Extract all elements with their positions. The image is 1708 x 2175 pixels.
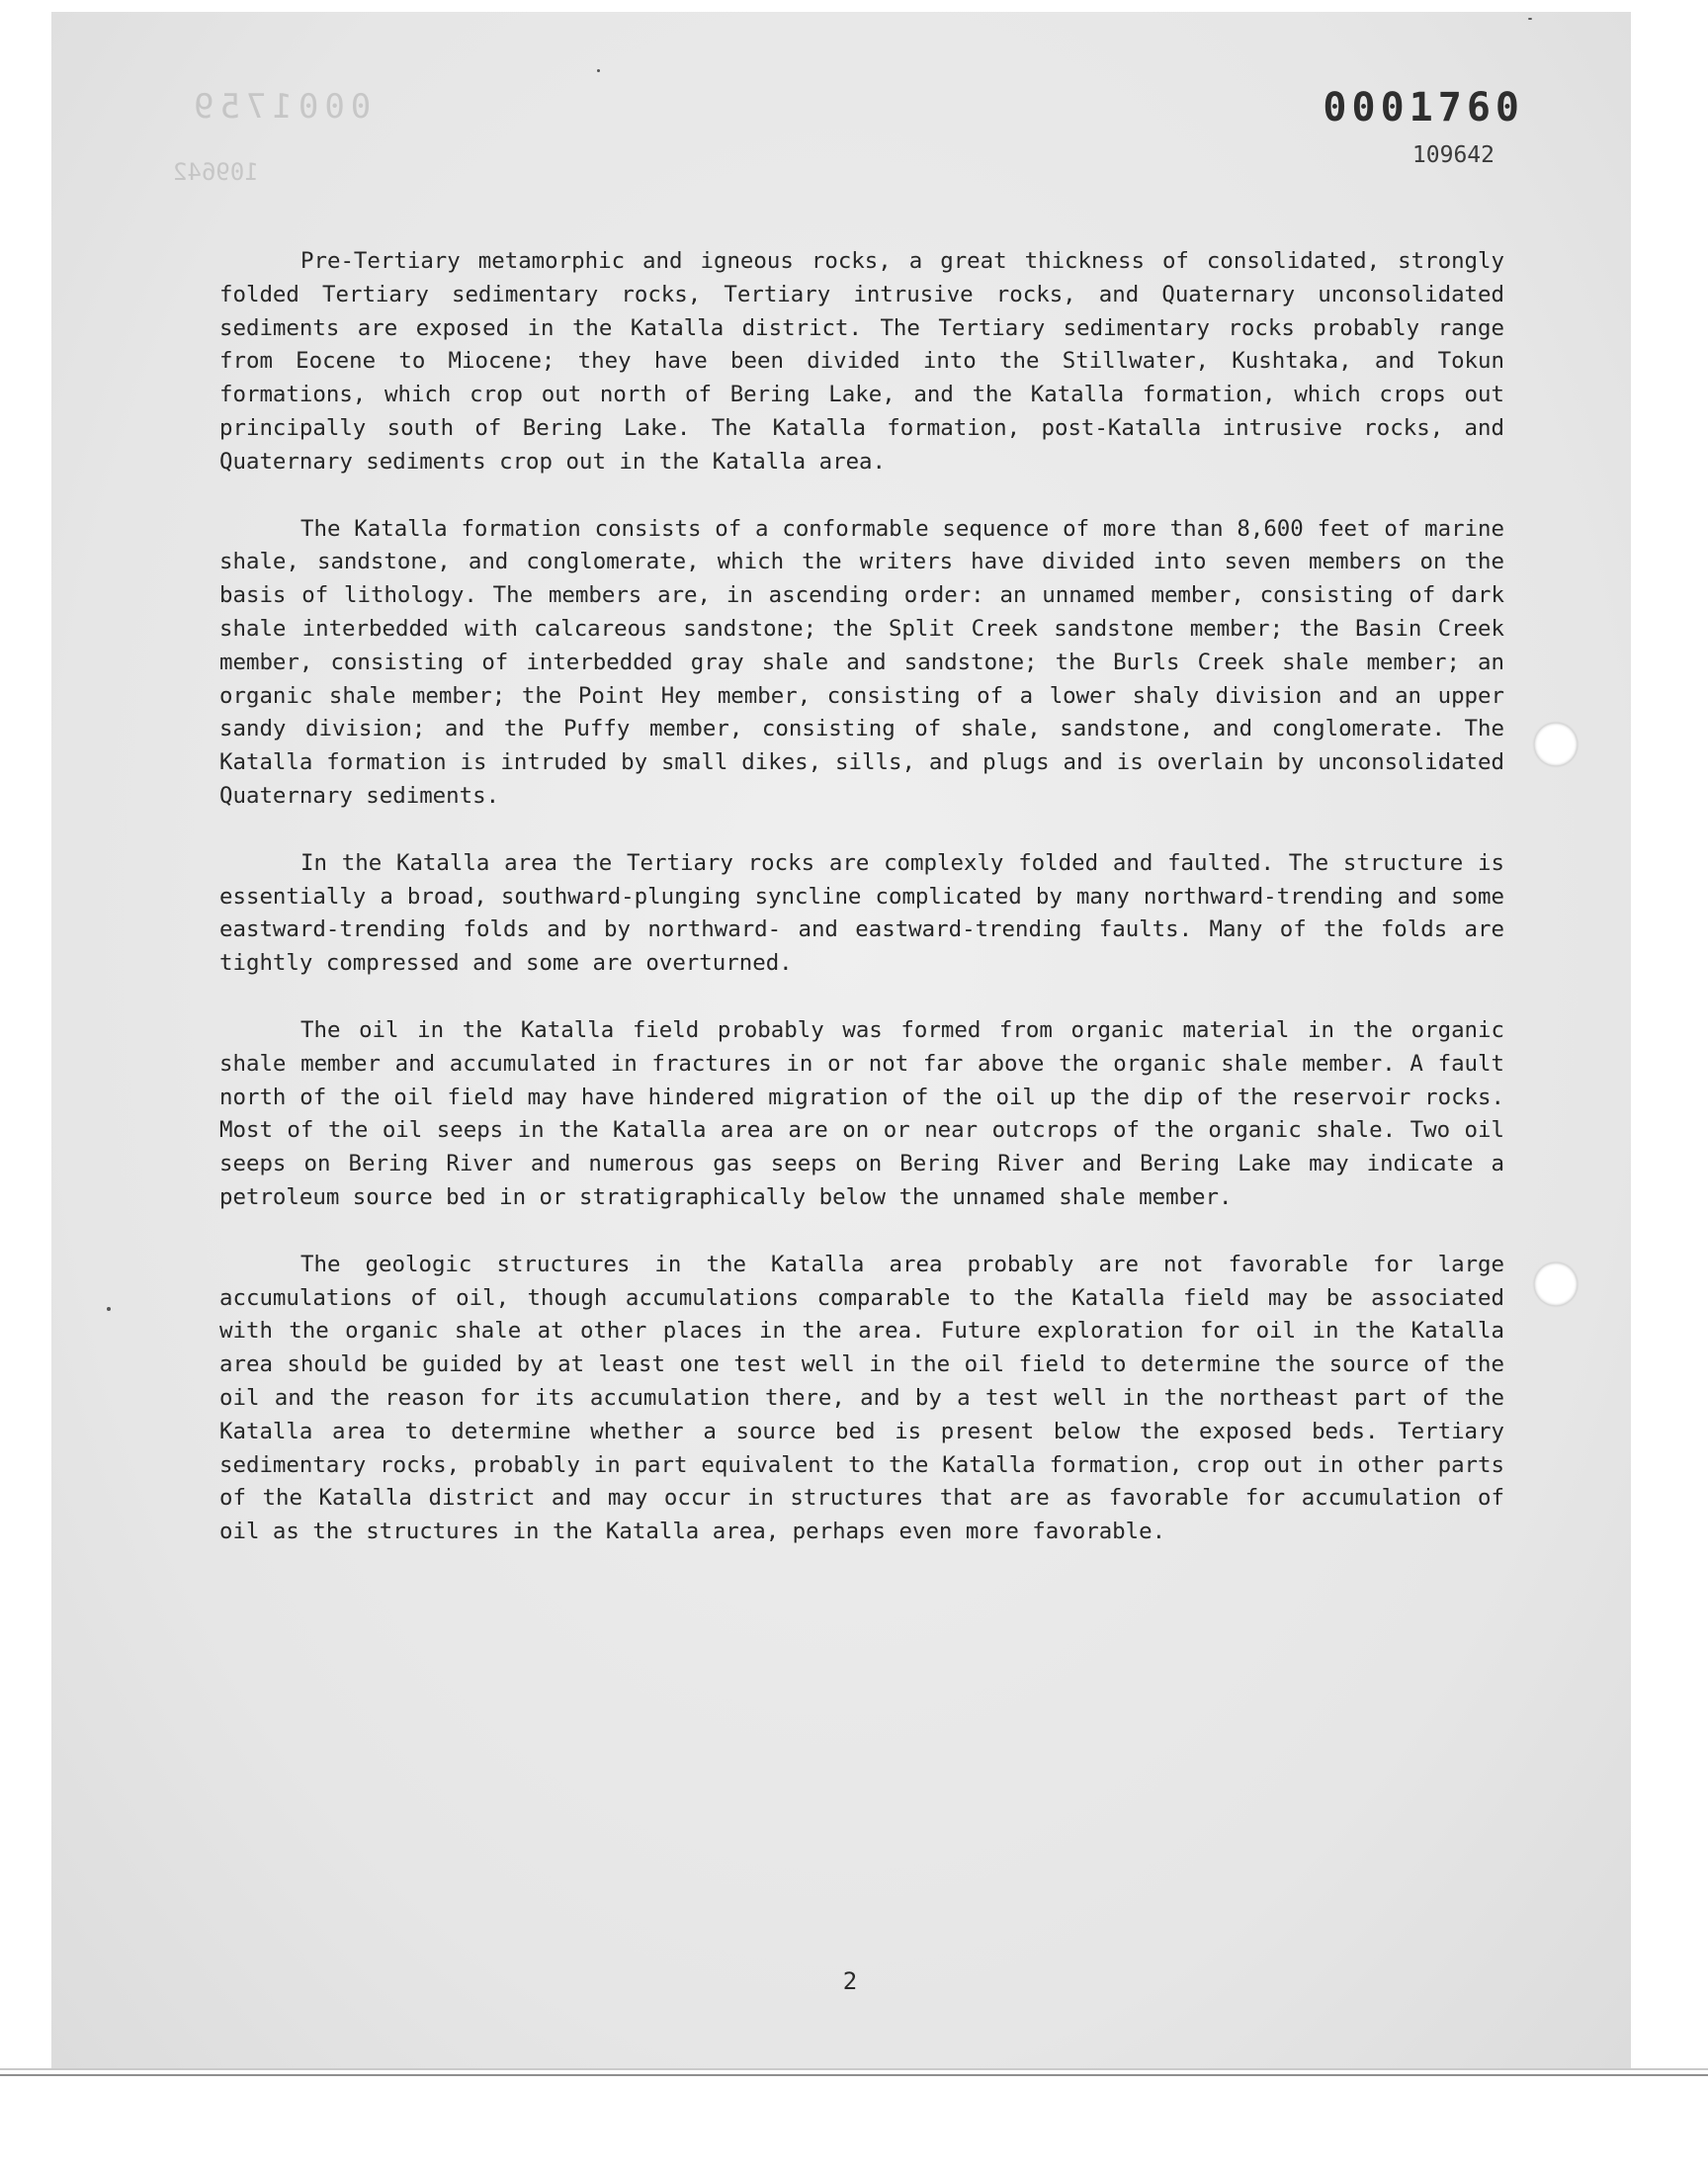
accession-number: 109642 bbox=[1411, 142, 1494, 168]
document-number: 0001760 bbox=[1323, 85, 1524, 130]
paragraph-katalla-formation: The Katalla formation consists of a conformable sequence of more than 8,600 feet of marine shale, sandstone, and conglomerate, which the writers have divided into seven members on the basis of lithology. The members are, in ascending order: an unnamed member, consisting of dark shale interbedded with calcareous sandstone; the Split Creek sandstone member; the Basin Creek member, consisting of interbedded gray shale and sandstone; the Burls Creek shale member; an organic shale member; the Point Hey member, consisting of a lower shaly division and an upper sandy division; and the Puffy member, consisting of shale, sandstone, and conglomerate. The Katalla formation is intruded by small dikes, sills, and plugs and is overlain by unconsolidated Quaternary sediments. bbox=[219, 515, 1504, 809]
punch-hole bbox=[1534, 1262, 1578, 1306]
scan-edge-line bbox=[0, 2068, 1708, 2070]
paragraph-oil-origin: The oil in the Katalla field probably was formed from organic material in the organic shale member and accumulated in fractures in or not far above the organic shale member. A fault north of the oil field may have hindered migration of the oil up the dip of the reservoir rocks. Most of the oil seeps in the Katalla area are on or near outcrops of the organic shale. Two oil seeps on Bering River and numerous gas seeps on Bering River and Bering Lake may indicate a petroleum source bed in or stratigraphically below the unnamed shale member. bbox=[219, 1016, 1504, 1210]
bleed-through-accession: 109642 bbox=[173, 158, 259, 186]
punch-hole bbox=[1534, 723, 1578, 766]
paper-speck bbox=[597, 69, 600, 72]
page-number: 2 bbox=[842, 1967, 858, 1995]
paper-speck bbox=[107, 1307, 111, 1311]
bleed-through-number: 0001759 bbox=[188, 87, 372, 127]
scan-edge-line bbox=[0, 2074, 1708, 2076]
paragraph-stratigraphy-overview: Pre-Tertiary metamorphic and igneous rocks, a great thickness of consolidated, strongly folded Tertiary sedimentary rocks, Tertiary intrusive rocks, and Quaternary unconsolidated sediments are exposed in the Katalla district. The Tertiary sedimentary rocks probably range from Eocene to Miocene; they have been divided into the Stillwater, Kushtaka, and Tokun formations, which crop out north of Bering Lake, and the Katalla formation, which crops out principally south of Bering Lake. The Katalla formation, post-Katalla intrusive rocks, and Quaternary sediments crop out in the Katalla area. bbox=[219, 248, 1504, 475]
paragraph-exploration-outlook: The geologic structures in the Katalla area probably are not favorable for large accumulations of oil, though accumulations comparable to the Katalla field may be associated with the organic shale at other places in the area. Future exploration for oil in the Katalla area should be guided by at least one test well in the oil field to determine the source of the oil and the reason for its accumulation there, and by a test well in the northeast part of the Katalla area to determine whether a source bed is present below the exposed beds. Tertiary sedimentary rocks, probably in part equivalent to the Katalla formation, crop out in other parts of the Katalla district and may occur in structures that are as favorable for accumulation of oil as the structures in the Katalla area, perhaps even more favorable. bbox=[219, 1251, 1504, 1545]
paragraph-structure: In the Katalla area the Tertiary rocks are complexly folded and faulted. The structure is essentially a broad, southward-plunging syncline complicated by many northward-trending and some eastward-trending folds and by northward- and eastward-trending faults. Many of the folds are tightly compressed and some are overturned. bbox=[219, 849, 1504, 977]
paper-speck bbox=[1528, 18, 1532, 20]
document-body bbox=[219, 245, 1504, 1583]
